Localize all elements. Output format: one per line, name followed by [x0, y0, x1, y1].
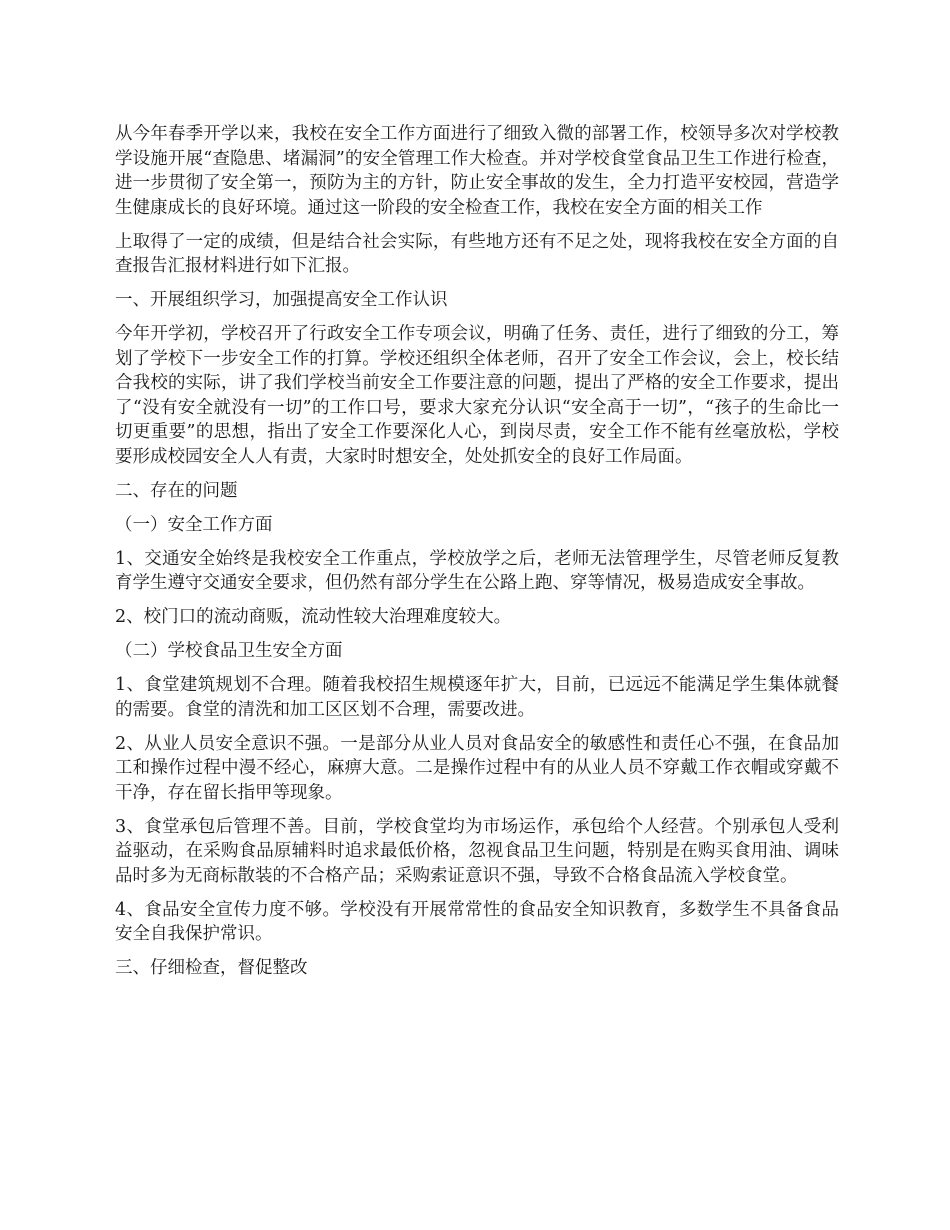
subsection-heading-safety: （一）安全工作方面 — [115, 514, 273, 535]
paragraph-intro: 从今年春季开学以来，我校在安全工作方面进行了细致入微的部署工作，校领导多次对学校教学设施开展“查隐患、堵漏洞”的安全管理工作大检查。并对学校食堂食品卫生工作进行检查，进一步贯彻了安全第一，预防为主的方针，防止安全事故的发生，全力打造平安校园，营造学生健康成长的良好环境。通过这一阶段的安全检查工作，我校在安全方面的相关工作 — [115, 124, 839, 218]
subsection-heading-food: （二）学校食品卫生安全方面 — [115, 641, 343, 661]
section-heading-1: 一、开展组织学习，加强提高安全工作认识 — [115, 290, 448, 310]
list-item-traffic: 1、交通安全始终是我校安全工作重点，学校放学之后，老师无法管理学生，尽管老师反复教育学生遵守交通安全要求，但仍然有部分学生在公路上跑、穿等情况，极易造成安全事故。 — [115, 548, 839, 593]
section-heading-3: 三、仔细检查，督促整改 — [115, 958, 308, 978]
paragraph-intro-continued: 上取得了一定的成绩，但是结合社会实际，有些地方还有不足之处，现将我校在安全方面的自查报告汇报材料进行如下汇报。 — [115, 231, 839, 276]
paragraph-section-1: 今年开学初，学校召开了行政安全工作专项会议，明确了任务、责任，进行了细致的分工，筹划了学校下一步安全工作的打算。学校还组织全体老师，召开了安全工作会议，会上，校长结合我校的实际，讲了我们学校当前安全工作要注意的问题，提出了严格的安全工作要求，提出了“没有安全就没有一切”的工作口号，要求大家充分认识“安全高于一切”，“孩子的生命比一切更重要”的思想，指出了安全工作要深化人心，到岗尽责，安全工作不能有丝毫放松，学校要形成校园安全人人有责，大家时时想安全，处处抓安全的良好工作局面。 — [115, 324, 839, 467]
section-heading-2: 二、存在的问题 — [115, 480, 238, 501]
list-item-vendors: 2、校门口的流动商贩，流动性较大治理难度较大。 — [115, 607, 512, 627]
list-item-canteen-layout: 1、食堂建筑规划不合理。随着我校招生规模逐年扩大，目前，已远远不能满足学生集体就餐的需要。食堂的清洗和加工区区划不合理，需要改进。 — [115, 675, 839, 720]
list-item-contract-management: 3、食堂承包后管理不善。目前，学校食堂均为市场运作，承包给个人经营。个别承包人受利益驱动，在采购食品原辅料时追求最低价格，忽视食品卫生问题，特别是在购买食用油、调味品时多为无商标散装的不合格产品；采购索证意识不强，导致不合格食品流入学校食堂。 — [115, 816, 839, 886]
list-item-publicity: 4、食品安全宣传力度不够。学校没有开展常常性的食品安全知识教育，多数学生不具备食品安全自我保护常识。 — [115, 899, 839, 944]
document-body — [115, 122, 839, 990]
list-item-staff-awareness: 2、从业人员安全意识不强。一是部分从业人员对食品安全的敏感性和责任心不强，在食品加工和操作过程中漫不经心，麻痹大意。二是操作过程中有的从业人员不穿戴工作衣帽或穿戴不干净，存在留长指甲等现象。 — [115, 733, 839, 803]
